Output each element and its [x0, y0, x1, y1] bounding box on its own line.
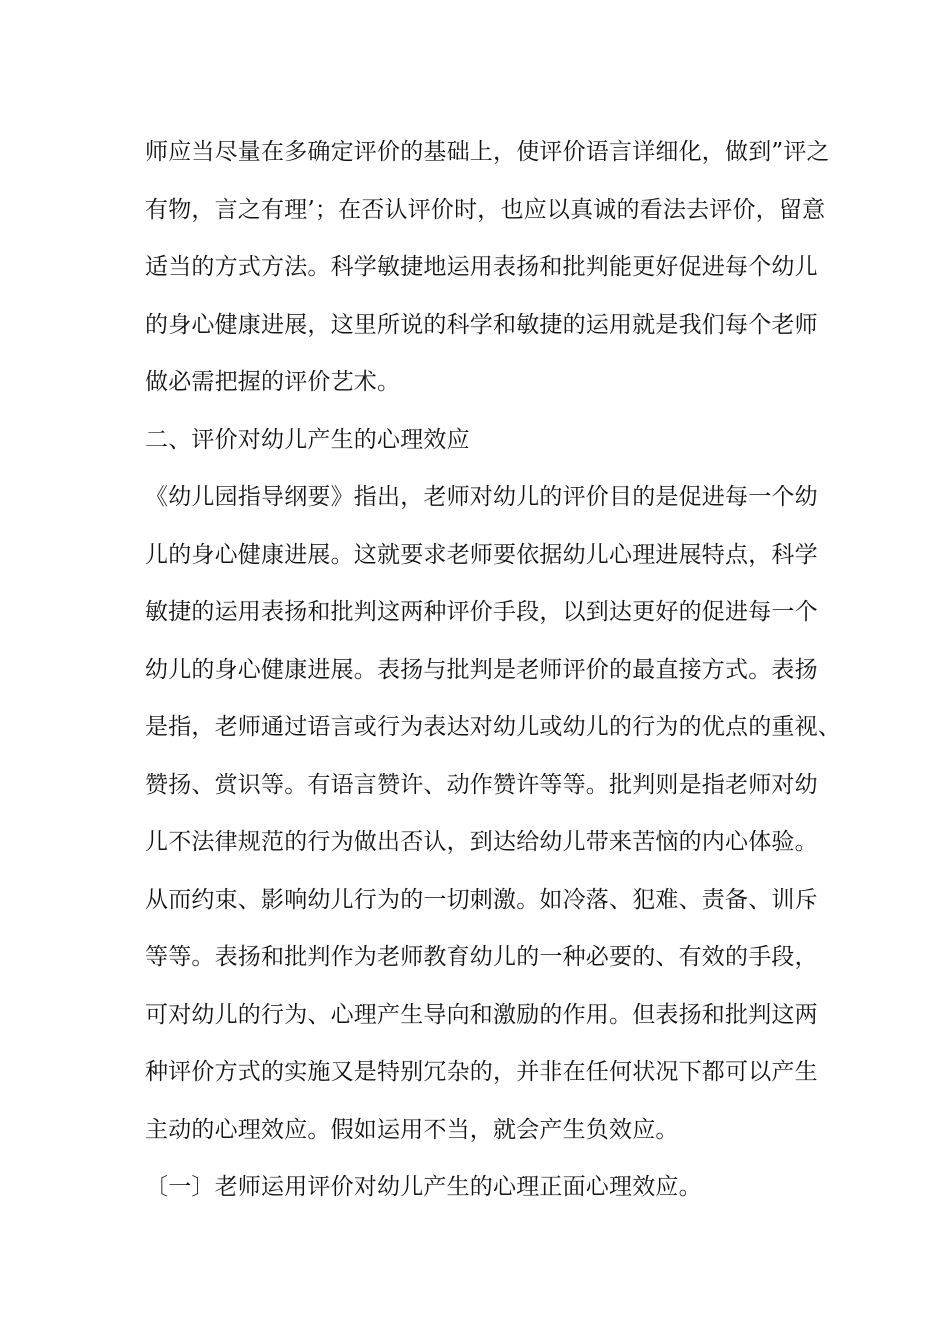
text-line: 种评价方式的实施又是特别冗杂的，并非在任何状况下都可以产生	[145, 1059, 818, 1085]
text-line: 师应当尽量在多确定评价的基础上，使评价语言详细化，做到”评之	[145, 139, 830, 165]
text-line: 儿的身心健康进展。这就要求老师要依据幼儿心理进展特点，科学	[145, 542, 818, 568]
text-line: 可对幼儿的行为、心理产生导向和激励的作用。但表扬和批判这两	[145, 1002, 818, 1028]
text-line: 《幼儿园指导纲要》指出，老师对幼儿的评价目的是促进每一个幼	[145, 484, 818, 510]
text-line: 敏捷的运用表扬和批判这两种评价手段，以到达更好的促进每一个	[145, 599, 818, 625]
subsection-heading: 〔一〕老师运用评价对幼儿产生的心理正面心理效应。	[145, 1174, 702, 1200]
text-line: 主动的心理效应。假如运用不当，就会产生负效应。	[145, 1117, 679, 1143]
text-line: 幼儿的身心健康进展。表扬与批判是老师评价的最直接方式。表扬	[145, 657, 818, 683]
text-line: 的身心健康进展，这里所说的科学和敏捷的运用就是我们每个老师	[145, 312, 818, 338]
section-heading: 二、评价对幼儿产生的心理效应	[145, 427, 470, 453]
text-line: 等等。表扬和批判作为老师教育幼儿的一种必要的、有效的手段，	[145, 944, 818, 970]
text-line: 有物，言之有理’；在否认评价时，也应以真诚的看法去评价，留意	[145, 197, 826, 223]
text-line: 做必需把握的评价艺术。	[145, 369, 401, 395]
text-line: 是指，老师通过语言或行为表达对幼儿或幼儿的行为的优点的重视、	[145, 714, 841, 740]
text-line: 儿不法律规范的行为做出否认，到达给幼儿带来苦恼的内心体验。	[145, 829, 818, 855]
text-line: 赞扬、赏识等。有语言赞许、动作赞许等等。批判则是指老师对幼	[145, 772, 818, 798]
text-line: 从而约束、影响幼儿行为的一切刺激。如冷落、犯难、责备、训斥	[145, 887, 818, 913]
text-line: 适当的方式方法。科学敏捷地运用表扬和批判能更好促进每个幼儿	[145, 254, 818, 280]
